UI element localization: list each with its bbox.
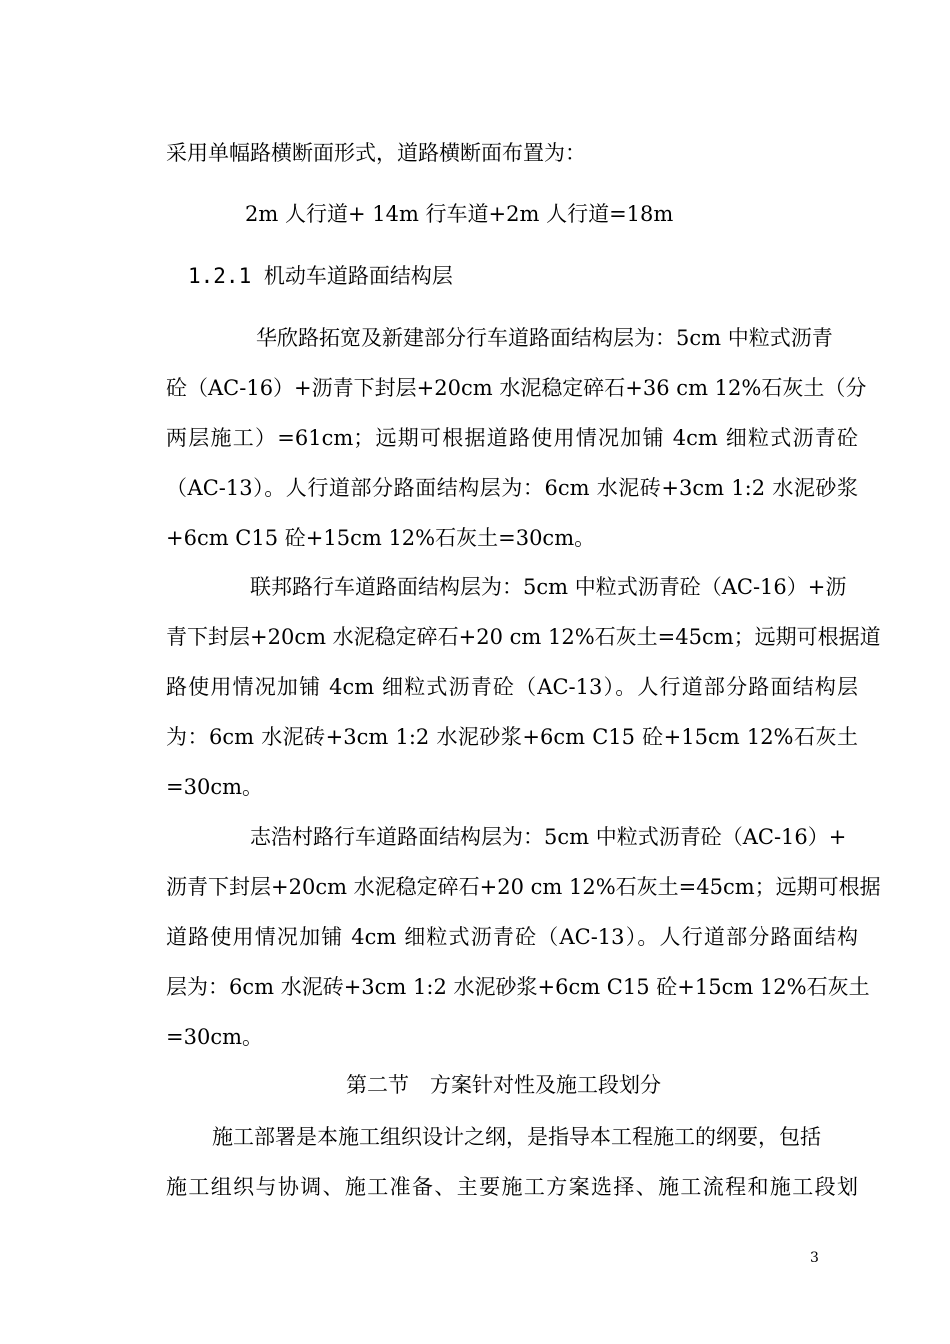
paragraph-line: 联邦路行车道路面结构层为：5cm 中粒式沥青砼（AC-16）+沥 — [250, 575, 847, 599]
paragraph-line: =30cm。 — [166, 775, 263, 799]
paragraph-line: 砼（AC-16）+沥青下封层+20cm 水泥稳定碎石+36 cm 12%石灰土（分 — [166, 376, 867, 400]
paragraph-line: 华欣路拓宽及新建部分行车道路面结构层为：5cm 中粒式沥青 — [256, 326, 833, 350]
paragraph-line: 路使用情况加铺 4cm 细粒式沥青砼（AC-13）。人行道部分路面结构层 — [166, 675, 858, 699]
paragraph-line: 道路使用情况加铺 4cm 细粒式沥青砼（AC-13）。人行道部分路面结构 — [166, 925, 858, 949]
paragraph-line: 沥青下封层+20cm 水泥稳定碎石+20 cm 12%石灰土=45cm；远期可根据 — [166, 875, 881, 899]
paragraph-line: 层为：6cm 水泥砖+3cm 1:2 水泥砂浆+6cm C15 砼+15cm 12%石灰土 — [166, 975, 870, 999]
paragraph-line: 施工部署是本施工组织设计之纲，是指导本工程施工的纲要，包括 — [212, 1125, 821, 1149]
paragraph-line: =30cm。 — [166, 1025, 263, 1049]
section-heading-1-2-1: 1.2.1 机动车道路面结构层 — [188, 264, 453, 288]
cross-section-formula: 2m 人行道+ 14m 行车道+2m 人行道=18m — [245, 202, 674, 226]
paragraph-line: 为：6cm 水泥砖+3cm 1:2 水泥砂浆+6cm C15 砼+15cm 12%石灰土 — [166, 725, 858, 749]
paragraph-line: （AC-13）。人行道部分路面结构层为：6cm 水泥砖+3cm 1:2 水泥砂浆 — [166, 476, 858, 500]
intro-line: 采用单幅路横断面形式，道路横断面布置为： — [166, 141, 586, 165]
page-number: 3 — [810, 1250, 819, 1266]
section-heading-2: 第二节 方案针对性及施工段划分 — [346, 1073, 661, 1097]
paragraph-line: 青下封层+20cm 水泥稳定碎石+20 cm 12%石灰土=45cm；远期可根据道 — [166, 625, 881, 649]
paragraph-line: 志浩村路行车道路面结构层为：5cm 中粒式沥青砼（AC-16）+ — [250, 825, 847, 849]
paragraph-line: +6cm C15 砼+15cm 12%石灰土=30cm。 — [166, 526, 596, 550]
paragraph-line: 施工组织与协调、施工准备、主要施工方案选择、施工流程和施工段划 — [166, 1175, 858, 1199]
paragraph-line: 两层施工）=61cm；远期可根据道路使用情况加铺 4cm 细粒式沥青砼 — [166, 426, 858, 450]
